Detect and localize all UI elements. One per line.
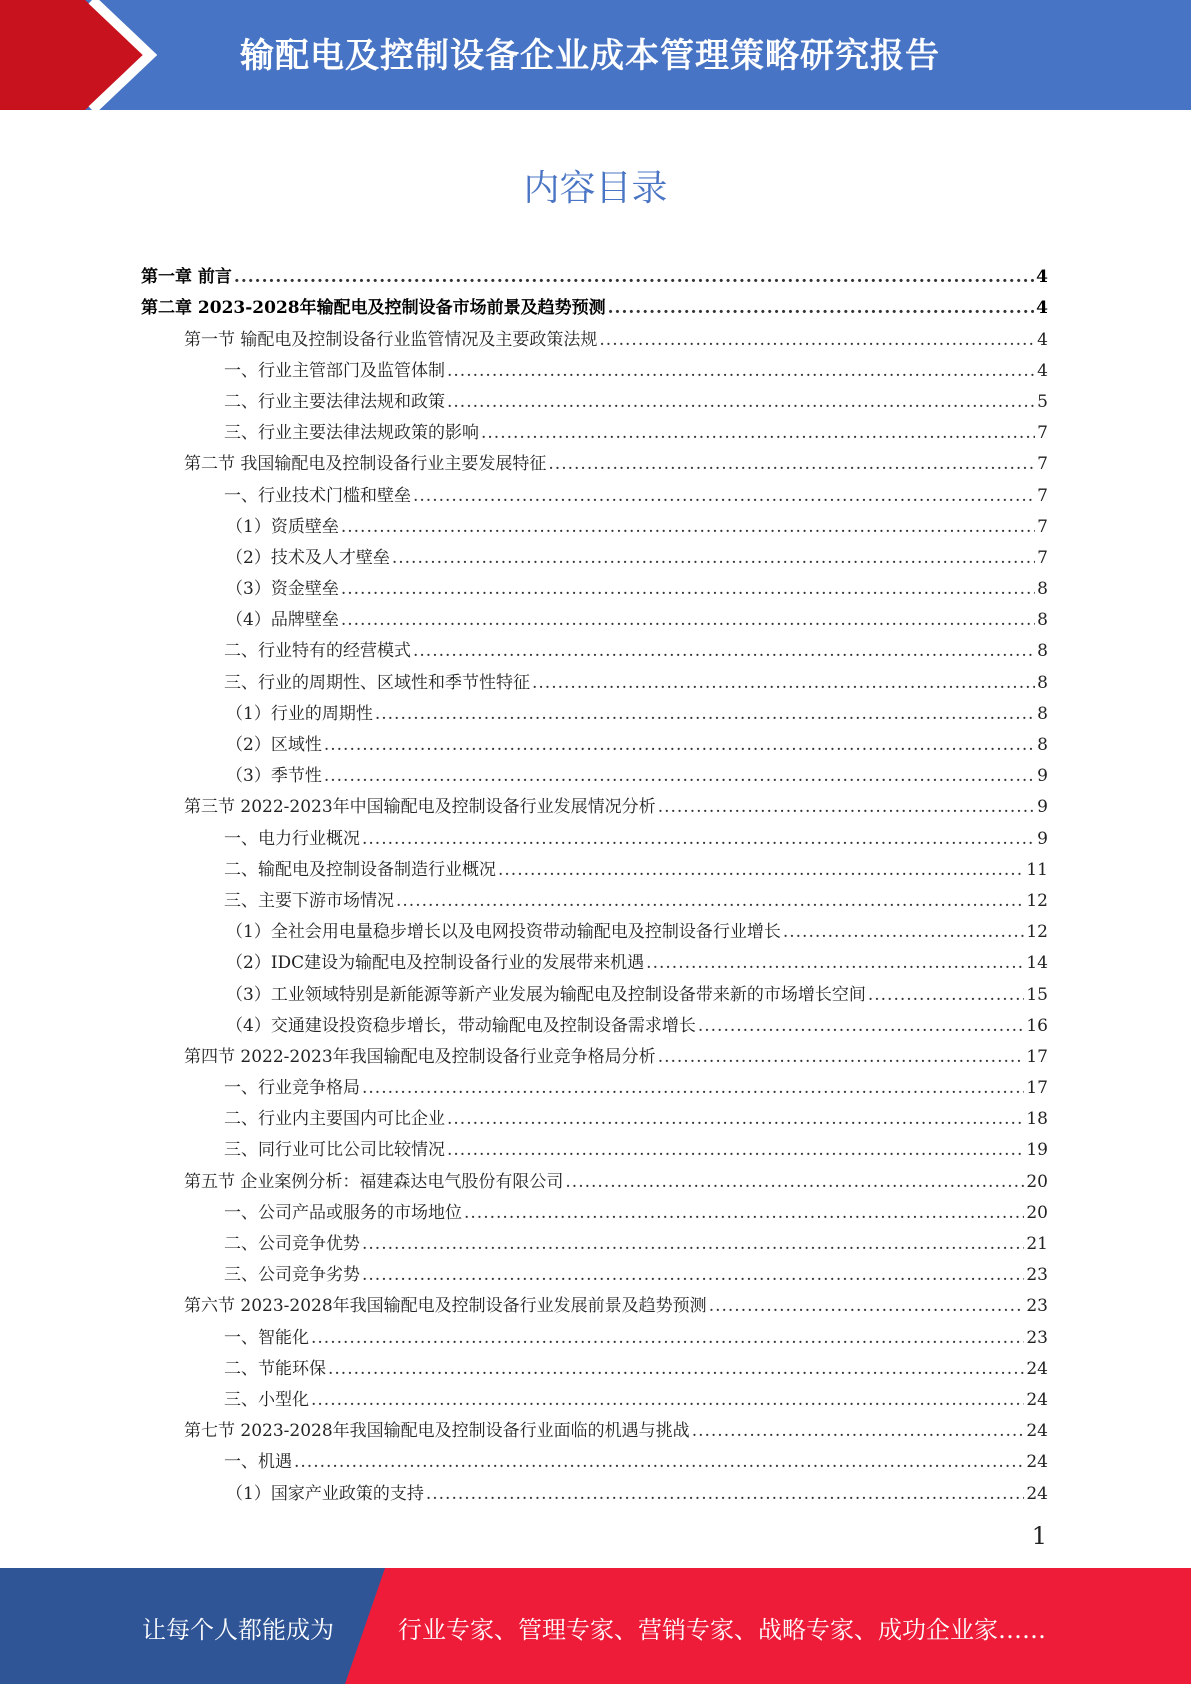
toc-entry-label: 第七节 2023-2028年我国输配电及控制设备行业面临的机遇与挑战: [184, 1421, 690, 1442]
toc-entry-label: 第五节 企业案例分析：福建森达电气股份有限公司: [184, 1171, 564, 1192]
toc-leader-dots: [341, 579, 1035, 599]
toc-leader-dots: [426, 1484, 1025, 1504]
report-title: 输配电及控制设备企业成本管理策略研究报告: [240, 36, 940, 76]
toc-entry-label: 三、公司竞争劣势: [224, 1265, 360, 1286]
toc-entry-label: 二、行业特有的经营模式: [224, 641, 411, 662]
toc-entry-page: 24: [1026, 1389, 1048, 1410]
toc-entry-page: 20: [1026, 1202, 1048, 1223]
toc-entry-page: 8: [1037, 610, 1048, 631]
toc-entry-label: （1）全社会用电量稳步增长以及电网投资带动输配电及控制设备行业增长: [226, 922, 781, 943]
toc-entry[interactable]: [141, 880, 1048, 911]
toc-leader-dots: [362, 829, 1035, 849]
toc-entry[interactable]: [141, 1098, 1048, 1129]
toc-entry-page: 16: [1026, 1015, 1048, 1036]
toc-entry[interactable]: [141, 911, 1048, 942]
toc-entry-page: 24: [1026, 1421, 1048, 1442]
toc-leader-dots: [447, 1140, 1024, 1160]
toc-leader-dots: [464, 1203, 1024, 1223]
toc-entry-label: （2）技术及人才壁垒: [226, 547, 390, 568]
toc-entry-label: 一、电力行业概况: [224, 828, 360, 849]
toc-entry-label: 一、机遇: [224, 1452, 292, 1473]
toc-heading: 内容目录: [523, 168, 668, 209]
toc-leader-dots: [698, 1016, 1025, 1036]
toc-leader-dots: [658, 1047, 1025, 1067]
footer-slogan-left: 让每个人都能成为: [142, 1616, 334, 1644]
toc-entry-page: 8: [1037, 672, 1048, 693]
toc-entry[interactable]: [141, 1410, 1048, 1441]
toc-entry-page: 24: [1026, 1358, 1048, 1379]
toc-leader-dots: [341, 610, 1035, 630]
toc-entry[interactable]: [141, 661, 1048, 692]
toc-leader-dots: [311, 1328, 1024, 1348]
toc-entry-label: 三、小型化: [224, 1389, 309, 1410]
toc-entry-label: （3）工业领域特别是新能源等新产业发展为输配电及控制设备带来新的市场增长空间: [226, 984, 866, 1005]
toc-entry-page: 7: [1037, 423, 1048, 444]
toc-leader-dots: [413, 486, 1035, 506]
toc-entry-page: 9: [1037, 766, 1048, 787]
toc-leader-dots: [548, 454, 1035, 474]
toc-leader-dots: [658, 797, 1035, 817]
toc-leader-dots: [532, 673, 1035, 693]
table-of-contents: [141, 256, 1048, 1504]
toc-entry[interactable]: [141, 693, 1048, 724]
toc-entry-label: 二、公司竞争优势: [224, 1234, 360, 1254]
toc-entry[interactable]: [141, 412, 1048, 443]
toc-leader-dots: [413, 641, 1035, 661]
toc-entry-label: （3）资金壁垒: [226, 579, 339, 600]
toc-entry[interactable]: [141, 381, 1048, 412]
toc-leader-dots: [447, 392, 1035, 412]
toc-entry-page: 19: [1026, 1140, 1048, 1161]
toc-entry-label: （4）品牌壁垒: [226, 610, 339, 631]
toc-entry-label: 一、智能化: [224, 1327, 309, 1348]
toc-entry-label: 三、行业的周期性、区域性和季节性特征: [224, 672, 530, 693]
toc-leader-dots: [709, 1296, 1025, 1316]
toc-entry-label: 二、输配电及控制设备制造行业概况: [224, 859, 496, 880]
toc-entry[interactable]: [141, 443, 1048, 474]
toc-entry[interactable]: [141, 1316, 1048, 1347]
toc-entry[interactable]: [141, 568, 1048, 599]
toc-leader-dots: [447, 361, 1035, 381]
toc-entry-label: 一、行业竞争格局: [224, 1078, 360, 1099]
toc-leader-dots: [447, 1109, 1024, 1129]
toc-entry-page: 5: [1037, 391, 1048, 412]
toc-entry[interactable]: [141, 506, 1048, 537]
toc-entry-label: 第一节 输配电及控制设备行业监管情况及主要政策法规: [184, 329, 598, 350]
toc-entry-label: （1）行业的周期性: [226, 703, 373, 724]
toc-entry-label: 二、节能环保: [224, 1358, 326, 1379]
toc-entry[interactable]: [141, 1192, 1048, 1223]
toc-entry[interactable]: [141, 1067, 1048, 1098]
toc-leader-dots: [362, 1265, 1024, 1285]
toc-entry-page: 21: [1026, 1234, 1048, 1254]
toc-entry-page: 8: [1037, 735, 1048, 755]
toc-entry[interactable]: [141, 1160, 1048, 1191]
toc-entry[interactable]: [141, 287, 1048, 318]
toc-entry[interactable]: [141, 318, 1048, 349]
toc-entry-label: 三、同行业可比公司比较情况: [224, 1140, 445, 1161]
toc-entry-label: 二、行业主要法律法规和政策: [224, 391, 445, 412]
toc-entry-label: 第二节 我国输配电及控制设备行业主要发展特征: [184, 454, 547, 475]
toc-entry-page: 12: [1026, 890, 1048, 911]
toc-leader-dots: [498, 860, 1024, 880]
toc-entry-page: 24: [1026, 1483, 1048, 1504]
toc-leader-dots: [868, 985, 1025, 1005]
toc-entry-page: 23: [1026, 1327, 1048, 1348]
toc-entry-label: （3）季节性: [226, 766, 322, 787]
toc-leader-dots: [565, 1172, 1024, 1192]
toc-entry-page: 9: [1037, 797, 1048, 818]
toc-entry-page: 24: [1026, 1452, 1048, 1473]
toc-entry-page: 8: [1037, 579, 1048, 600]
toc-leader-dots: [599, 330, 1035, 350]
toc-entry[interactable]: [141, 1441, 1048, 1472]
toc-entry-label: （4）交通建设投资稳步增长，带动输配电及控制设备需求增长: [226, 1015, 696, 1036]
toc-entry[interactable]: [141, 786, 1048, 817]
toc-entry[interactable]: [141, 724, 1048, 755]
toc-entry[interactable]: [141, 1036, 1048, 1067]
toc-entry[interactable]: [141, 1005, 1048, 1036]
toc-entry-page: 23: [1026, 1265, 1048, 1286]
toc-entry[interactable]: [141, 973, 1048, 1004]
toc-leader-dots: [311, 1390, 1024, 1410]
toc-leader-dots: [294, 1452, 1024, 1472]
toc-entry-label: 第六节 2023-2028年我国输配电及控制设备行业发展前景及趋势预测: [184, 1296, 707, 1317]
toc-entry[interactable]: [141, 1379, 1048, 1410]
toc-entry[interactable]: [141, 537, 1048, 568]
toc-entry[interactable]: [141, 1472, 1048, 1503]
toc-leader-dots: [362, 1078, 1024, 1098]
toc-leader-dots: [341, 517, 1035, 537]
toc-entry-page: 9: [1037, 828, 1048, 849]
toc-entry-label: 三、行业主要法律法规政策的影响: [224, 423, 479, 444]
toc-entry-label: 一、行业主管部门及监管体制: [224, 360, 445, 381]
toc-entry-page: 7: [1037, 516, 1048, 537]
toc-entry[interactable]: [141, 1254, 1048, 1285]
toc-entry-page: 4: [1036, 267, 1048, 288]
toc-entry-page: 7: [1037, 454, 1048, 475]
toc-entry[interactable]: [141, 817, 1048, 848]
toc-entry-label: 二、行业内主要国内可比企业: [224, 1109, 445, 1130]
toc-entry[interactable]: [141, 630, 1048, 661]
footer-band: [0, 1568, 1191, 1684]
toc-entry-page: 7: [1037, 547, 1048, 568]
toc-entry[interactable]: [141, 849, 1048, 880]
toc-entry-label: （2）区域性: [226, 735, 322, 755]
toc-entry-page: 4: [1037, 360, 1048, 381]
toc-entry-page: 7: [1037, 485, 1048, 506]
toc-entry[interactable]: [141, 1348, 1048, 1379]
toc-leader-dots: [481, 423, 1035, 443]
toc-entry[interactable]: [141, 942, 1048, 973]
toc-entry-label: 第一章 前言: [141, 267, 232, 288]
toc-entry-label: 第三节 2022-2023年中国输配电及控制设备行业发展情况分析: [184, 797, 656, 818]
toc-leader-dots: [324, 735, 1035, 755]
toc-leader-dots: [783, 922, 1025, 942]
toc-entry-label: （1）国家产业政策的支持: [226, 1483, 424, 1504]
toc-entry-page: 4: [1037, 329, 1048, 350]
toc-entry-label: 一、行业技术门槛和壁垒: [224, 485, 411, 506]
toc-entry-page: 12: [1026, 922, 1048, 943]
toc-entry-page: 8: [1037, 641, 1048, 662]
footer-slogan-right: 行业专家、管理专家、营销专家、战略专家、成功企业家……: [398, 1616, 1046, 1644]
toc-entry[interactable]: [141, 1223, 1048, 1254]
toc-entry[interactable]: [141, 474, 1048, 505]
toc-entry-page: 4: [1036, 298, 1048, 319]
toc-entry-page: 17: [1026, 1078, 1048, 1099]
toc-entry-page: 18: [1026, 1109, 1048, 1130]
toc-entry-label: 第二章 2023-2028年输配电及控制设备市场前景及趋势预测: [141, 298, 606, 319]
toc-leader-dots: [692, 1421, 1025, 1441]
toc-entry[interactable]: [141, 350, 1048, 381]
toc-entry-page: 15: [1026, 984, 1048, 1005]
toc-leader-dots: [324, 766, 1035, 786]
toc-entry-page: 17: [1026, 1046, 1048, 1067]
page-number: 1: [1031, 1522, 1047, 1550]
toc-leader-dots: [608, 298, 1035, 318]
toc-leader-dots: [396, 891, 1024, 911]
toc-entry-label: 一、公司产品或服务的市场地位: [224, 1202, 462, 1223]
toc-leader-dots: [362, 1234, 1024, 1254]
toc-leader-dots: [646, 953, 1024, 973]
toc-entry-page: 8: [1037, 703, 1048, 724]
toc-entry[interactable]: [141, 1129, 1048, 1160]
toc-entry-page: 11: [1026, 859, 1048, 880]
toc-entry-page: 14: [1026, 953, 1048, 974]
toc-entry-label: （2）IDC建设为输配电及控制设备行业的发展带来机遇: [226, 953, 645, 974]
toc-entry-label: 第四节 2022-2023年我国输配电及控制设备行业竞争格局分析: [184, 1046, 656, 1067]
toc-leader-dots: [234, 267, 1034, 287]
toc-leader-dots: [375, 704, 1035, 724]
toc-leader-dots: [328, 1359, 1024, 1379]
toc-entry[interactable]: [141, 755, 1048, 786]
toc-entry-page: 20: [1026, 1171, 1048, 1192]
toc-entry-label: 三、主要下游市场情况: [224, 890, 394, 911]
toc-entry-page: 23: [1026, 1296, 1048, 1317]
toc-entry-label: （1）资质壁垒: [226, 516, 339, 537]
toc-entry[interactable]: [141, 1285, 1048, 1316]
header-band: [0, 0, 1191, 110]
toc-leader-dots: [392, 548, 1035, 568]
toc-entry[interactable]: [141, 256, 1048, 287]
toc-entry[interactable]: [141, 599, 1048, 630]
